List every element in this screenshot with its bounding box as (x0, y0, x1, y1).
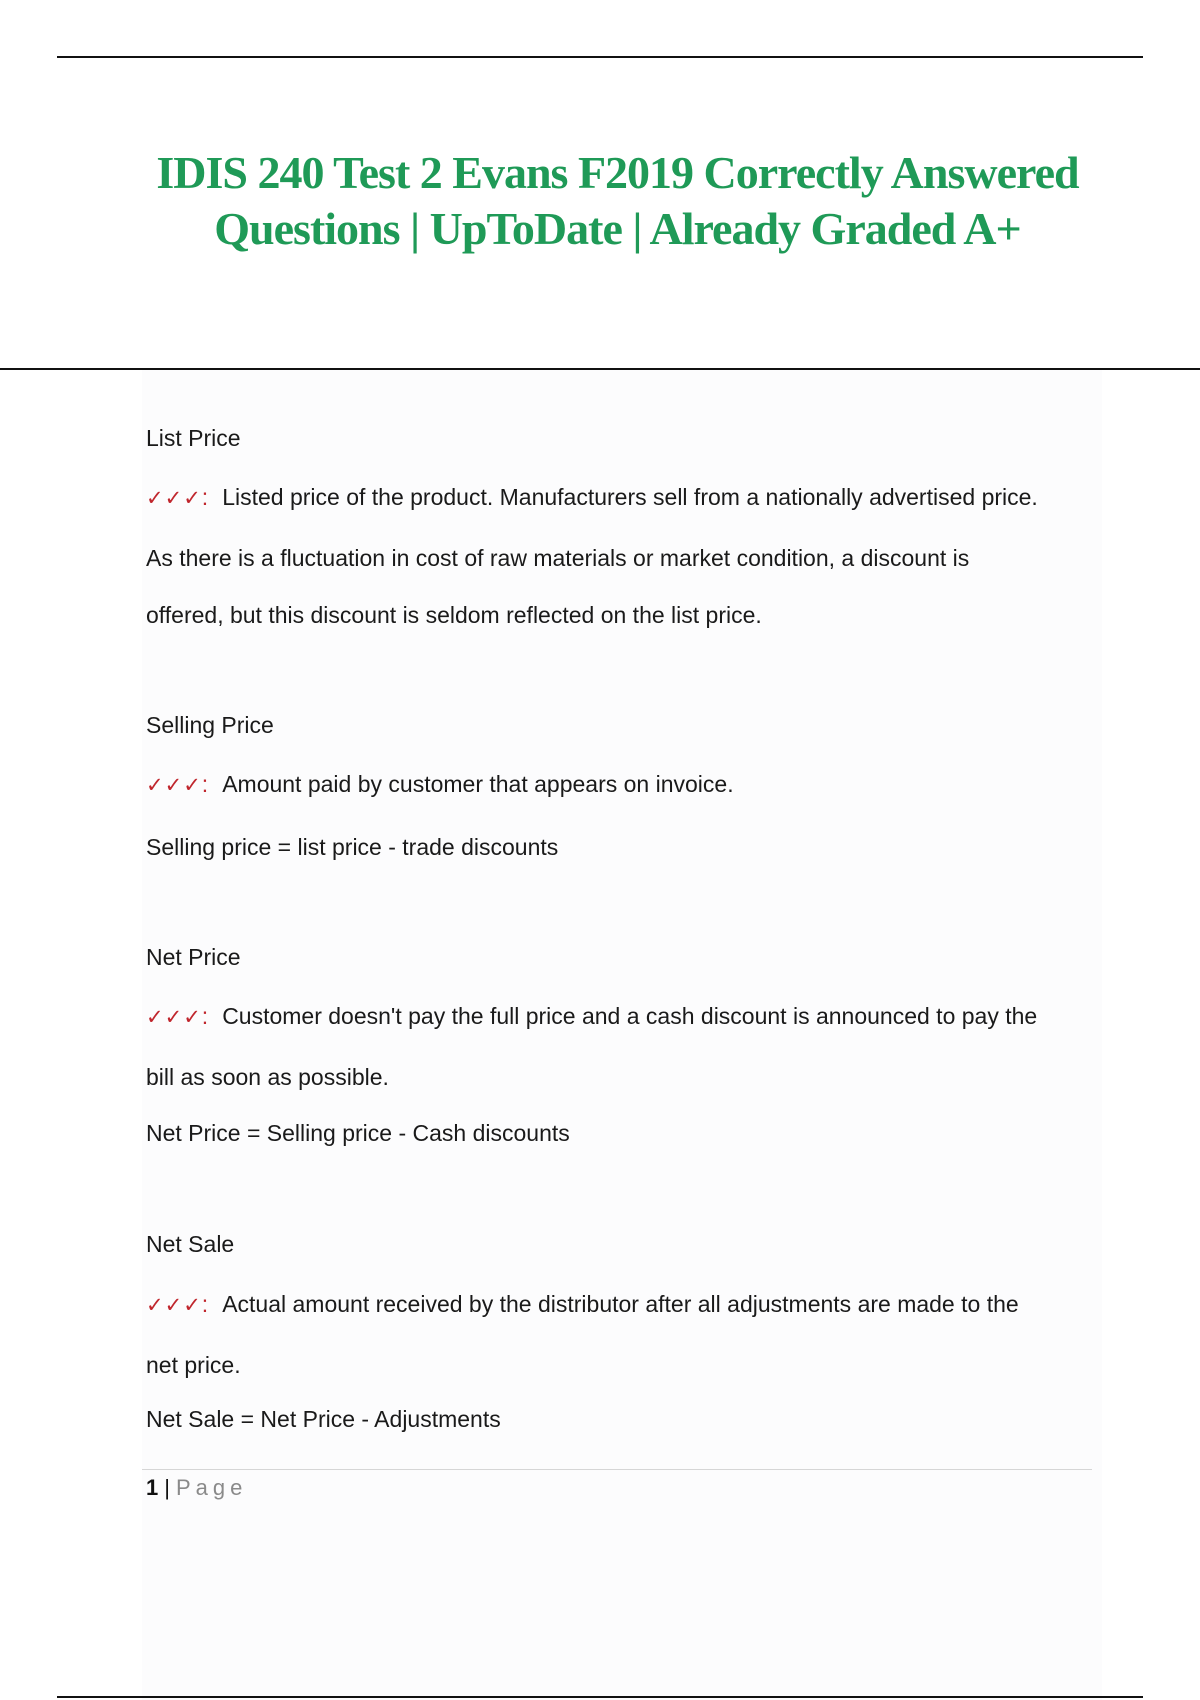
answer-colon: : (201, 771, 209, 797)
term-heading: Net Sale (146, 1231, 235, 1257)
answer-line: offered, but this discount is seldom reflected on the list price. (146, 602, 762, 628)
term-heading: Selling Price (146, 712, 274, 738)
page-footer (146, 1474, 247, 1502)
answer-text: Actual amount received by the distributor after all adjustments are made to the (222, 1291, 1019, 1317)
document-title: IDIS 240 Test 2 Evans F2019 Correctly Answered Questions | UpToDate | Already Graded A+ (156, 147, 1079, 254)
check-marks-icon: ✓✓✓ (146, 487, 202, 510)
page-label: Page (175, 1475, 248, 1500)
answer-colon: : (201, 1003, 209, 1029)
top-divider (57, 56, 1143, 58)
answer-line: net price. (146, 1352, 241, 1378)
answer-colon: : (201, 484, 209, 510)
answer-line: bill as soon as possible. (146, 1064, 389, 1090)
answer-line: As there is a fluctuation in cost of raw materials or market condition, a discount is (146, 545, 970, 571)
check-marks-icon: ✓✓✓ (146, 1294, 202, 1317)
answer-line (146, 1290, 1019, 1320)
footer-separator: | (164, 1475, 170, 1500)
header-divider (0, 368, 1200, 370)
formula-line: Net Sale = Net Price - Adjustments (146, 1406, 501, 1432)
term-heading: List Price (146, 425, 241, 451)
answer-text: Amount paid by customer that appears on invoice. (222, 771, 734, 797)
formula-line: Selling price = list price - trade discounts (146, 834, 559, 860)
answer-text: Listed price of the product. Manufacturers sell from a nationally advertised price. (222, 484, 1038, 510)
answer-line (146, 770, 734, 800)
answer-line (146, 1002, 1037, 1032)
answer-line (146, 483, 1038, 513)
check-marks-icon: ✓✓✓ (146, 774, 202, 797)
formula-line: Net Price = Selling price - Cash discounts (146, 1120, 570, 1146)
footer-divider (142, 1469, 1092, 1470)
check-marks-icon: ✓✓✓ (146, 1006, 202, 1029)
answer-text: Customer doesn't pay the full price and a cash discount is announced to pay the (222, 1003, 1038, 1029)
page-number: 1 (146, 1475, 159, 1500)
term-heading: Net Price (146, 944, 241, 970)
bottom-divider (57, 1696, 1143, 1698)
answer-colon: : (201, 1291, 209, 1317)
